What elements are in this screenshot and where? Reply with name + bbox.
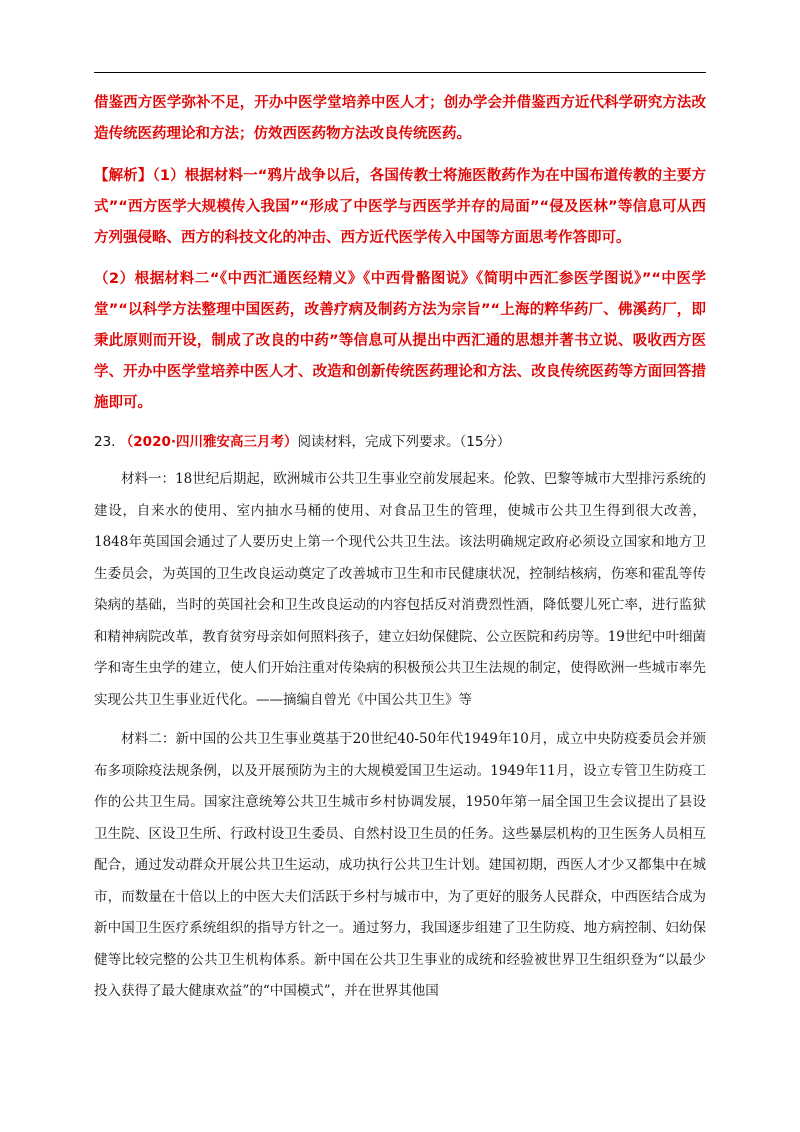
analysis-part-1: 【解析】（1）根据材料一“鸦片战争以后，各国传教士将施医散药作为在中国布道传教的主要方式”“西方医学大规模传入我国”“形成了中医学与西医学并存的局面”“侵及医林”等信息可从西方列强侵略、西方的科技文化的冲击、西方近代医学传入中国等方面思考作答即可。 <box>94 168 706 246</box>
answer-tail: 借鉴西方医学弥补不足，开办中医学堂培养中医人才；创办学会并借鉴西方近代科学研究方法改造传统医药理论和方法；仿效西医药物方法改良传统医药。 <box>94 95 706 142</box>
header-rule <box>94 72 706 73</box>
question-number: 23. <box>94 434 116 450</box>
material-1: 材料一：18世纪后期起，欧洲城市公共卫生事业空前发展起来。伦敦、巴黎等城市大型排污系统的建设，自来水的使用、室内抽水马桶的使用、对食品卫生的管理，使城市公共卫生得到很大改善，1848年英国国会通过了人要历史上第一个现代公共卫生法。该法明确规定政府必须设立国家和地方卫生委员会，为英国的卫生改良运动奠定了改善城市卫生和市民健康状况，控制结核病，伤寒和霍乱等传染病的基础，当时的英国社会和卫生改良运动的内容包括反对消费烈性酒，降低婴儿死亡率，进行监狱和精神病院改革，教育贫穷母亲如何照料孩子，建立妇幼保健院、公立医院和药房等。19世纪中叶细菌学和寄生虫学的建立，使人们开始注重对传染病的积极预公共卫生法规的制定，使得欧洲一些城市率先实现公共卫生事业近代化。——摘编自曾光《中国公共卫生》等 <box>94 471 706 708</box>
page-content <box>94 88 706 1008</box>
question-23 <box>94 427 706 458</box>
question-source: （2020·四川雅安高三月考） <box>119 434 298 450</box>
material-2: 材料二：新中国的公共卫生事业奠基于20世纪40-50年代1949年10月，成立中央防疫委员会并颁布多项除疫法规条例，以及开展预防为主的大规模爱国卫生运动。1949年11月，设立专管卫生防疫工作的公共卫生局。国家注意统筹公共卫生城市乡村协调发展，1950年第一届全国卫生会议提出了县设卫生院、区设卫生所、行政村设卫生委员、自然村设卫生员的任务。这些暴层机构的卫生医务人员相互配合，通过发动群众开展公共卫生运动，成功执行公共卫生计划。建国初期，西医人才少又都集中在城市，而数量在十倍以上的中医大夫们活跃于乡村与城市中，为了更好的服务人民群众，中西医结合成为新中国卫生医疗系统组织的指导方针之一。通过努力，我国逐步组建了卫生防疫、地方病控制、妇幼保健等比较完整的公共卫生机构体系。新中国在公共卫生事业的成统和经验被世界卫生组织登为“以最少投入获得了最大健康欢益”的“中国模式”，并在世界其他国 <box>94 731 706 999</box>
analysis-part-2: （2）根据材料二“《中西汇通医经精义》《中西骨骼图说》《简明中西汇参医学图说》”“中医学堂”“以科学方法整理中国医药，改善疗病及制药方法为宗旨”“上海的粹华药厂、佛溪药厂，即秉此原则而开设，制成了改良的中药”等信息可从提出中西汇通的思想并著书立说、吸收西方医学、开办中医学堂培养中医人才、改造和创新传统医药理论和方法、改良传统医药等方面回答措施即可。 <box>94 271 706 411</box>
question-prompt: 阅读材料，完成下列要求。（15分） <box>297 434 511 450</box>
